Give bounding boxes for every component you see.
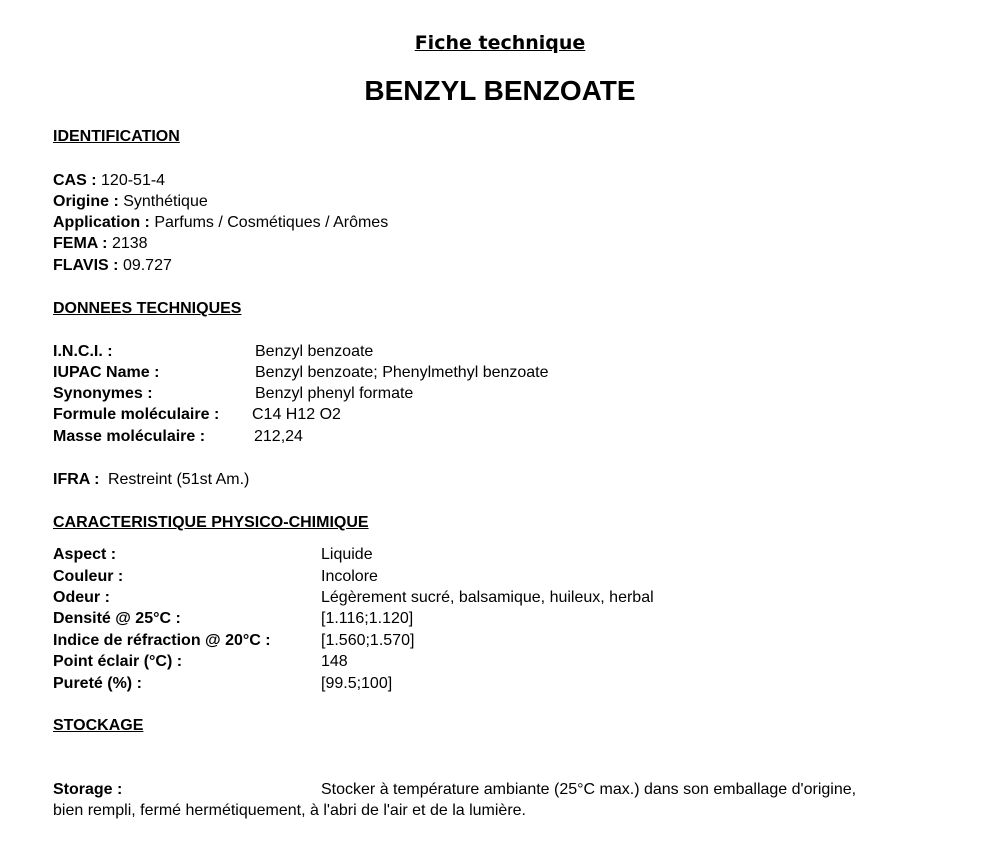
field-label: Synonymes : (53, 385, 153, 402)
field-label: IUPAC Name : (53, 364, 160, 381)
field-value: Parfums / Cosmétiques / Arômes (154, 214, 389, 231)
field-value: 212,24 (254, 428, 303, 445)
field-value: [99.5;100] (321, 675, 393, 692)
field-label: Densité @ 25°C : (53, 610, 181, 627)
field-value: [1.560;1.570] (321, 632, 415, 649)
document-title: Fiche technique (414, 32, 586, 54)
field-label: CAS : (53, 172, 97, 189)
field-value: Synthétique (123, 193, 208, 210)
field-value: [1.116;1.120] (321, 610, 414, 627)
field-label: Formule moléculaire : (53, 406, 220, 423)
section-heading-identification: IDENTIFICATION (53, 128, 180, 145)
field-value: Incolore (321, 568, 378, 585)
field-label: Origine : (53, 193, 119, 210)
field-label: IFRA : (53, 471, 100, 488)
field-value: Benzyl benzoate (255, 343, 374, 360)
field-value-continued: bien rempli, fermé hermétiquement, à l'abri de l'air et de la lumière. (53, 802, 526, 819)
field-ifra (53, 469, 249, 490)
field-label: Pureté (%) : (53, 675, 142, 692)
field-value: 2138 (111, 235, 148, 252)
field-label: Masse moléculaire : (53, 428, 206, 445)
field-label: Indice de réfraction @ 20°C : (53, 632, 271, 649)
field-value: 148 (321, 653, 348, 670)
field-label: FLAVIS : (53, 257, 119, 274)
field-label: Storage : (53, 781, 123, 798)
field-label: FEMA : (53, 235, 108, 252)
field-origine (53, 191, 208, 212)
field-label: Point éclair (°C) : (53, 653, 183, 670)
field-cas (53, 170, 165, 191)
section-heading-storage: STOCKAGE (53, 717, 144, 734)
section-heading-technical: DONNEES TECHNIQUES (53, 300, 242, 317)
field-value: Benzyl phenyl formate (255, 385, 414, 402)
field-value: Restreint (51st Am.) (107, 471, 250, 488)
field-value: 120-51-4 (101, 172, 166, 189)
field-label: Odeur : (53, 589, 110, 606)
product-name: BENZYL BENZOATE (364, 75, 636, 106)
field-label: I.N.C.I. : (53, 343, 113, 360)
field-label: Couleur : (53, 568, 124, 585)
field-flavis (53, 255, 172, 276)
field-value: Légèrement sucré, balsamique, huileux, herbal (321, 589, 654, 606)
section-heading-physico: CARACTERISTIQUE PHYSICO-CHIMIQUE (53, 514, 369, 531)
field-value: C14 H12 O2 (252, 406, 341, 423)
field-fema (53, 233, 148, 254)
field-label: Application : (53, 214, 150, 231)
field-value: Liquide (321, 546, 373, 563)
field-application (53, 212, 388, 233)
field-value: 09.727 (122, 257, 172, 274)
field-value: Benzyl benzoate; Phenylmethyl benzoate (255, 364, 549, 381)
field-label: Aspect : (53, 546, 117, 563)
field-value: Stocker à température ambiante (25°C max.) dans son emballage d'origine, (321, 781, 857, 798)
